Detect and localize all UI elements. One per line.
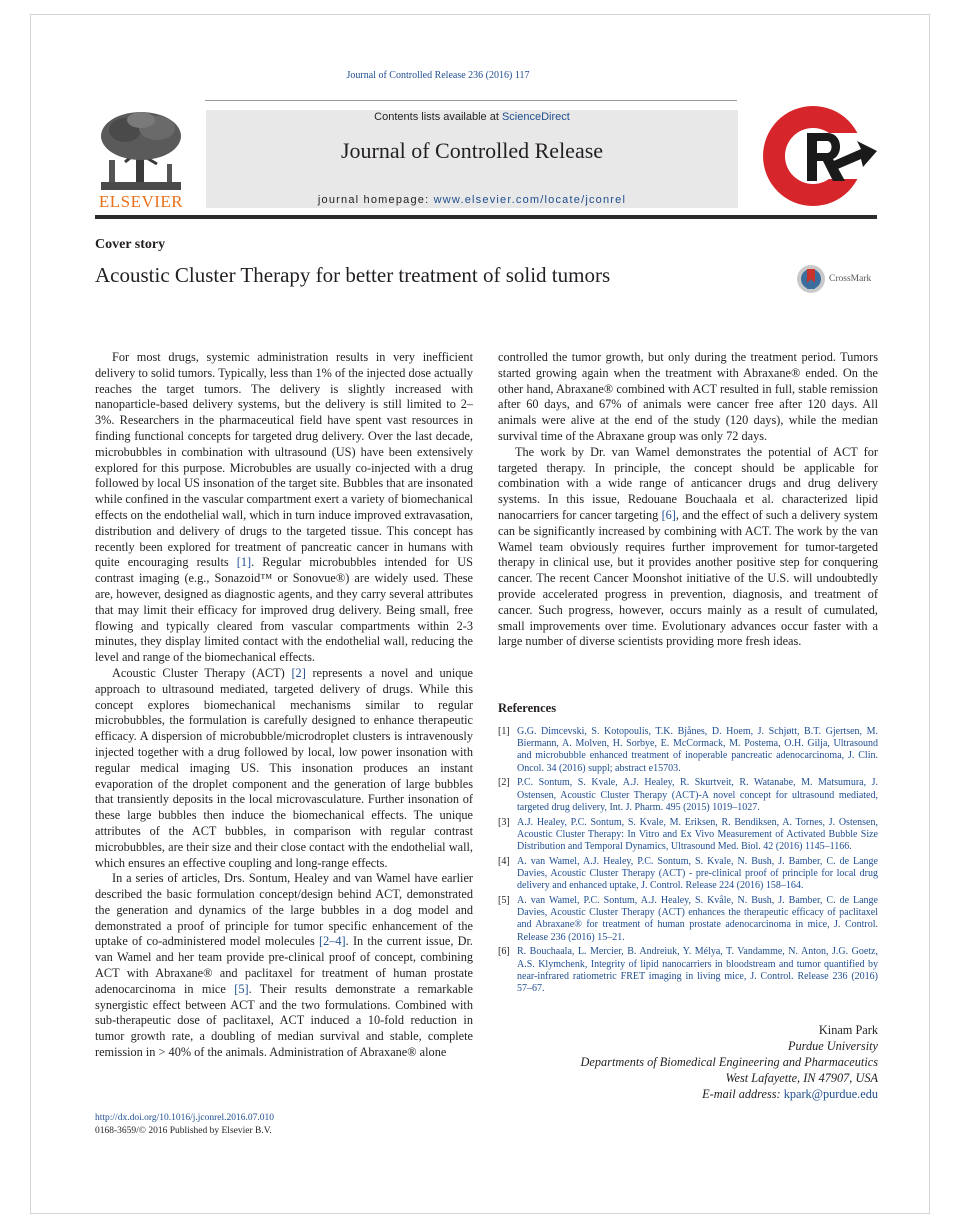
article-title: Acoustic Cluster Therapy for better treatment of solid tumors bbox=[95, 263, 611, 287]
reference-item[interactable] bbox=[498, 817, 878, 854]
p4-text-a: The work by Dr. van Wamel demonstrates the potential of ACT for targeted therapy. In principle, the concept should be applicable for combination with a wide range of anticancer drugs and drug delivery systems. In this issue, Redouane Bouchaala et al. characterized lipid nanocarriers for cancer targeting bbox=[498, 444, 878, 522]
reference-number: [4] bbox=[498, 855, 510, 867]
reference-number: [2] bbox=[498, 777, 510, 789]
citation-link[interactable]: [1] bbox=[236, 555, 252, 570]
reference-text[interactable]: P.C. Sontum, S. Kvale, A.J. Healey, R. Skurtveit, R. Watanabe, M. Matsumura, J. Ostensen, Acoustic Cluster Therapy (ACT)-A novel concept for ultrasound mediated, targeted drug delivery, Int. J. Pharm. 495 (2015) 1019–1027. bbox=[517, 777, 878, 813]
reference-number: [5] bbox=[498, 895, 510, 907]
reference-text[interactable]: G.G. Dimcevski, S. Kotopoulis, T.K. Bjånes, D. Hoem, J. Schjøtt, B.T. Gjertsen, M. Biermann, A. Molven, H. Sorbye, E. McCormack, M. Postema, O.H. Gilja, Ultrasound and microbubble enhanced treatment of inoperable pancreatic adenocarcinoma, J. Clin. Oncol. 34 (2016) suppl; abstract e15703. bbox=[517, 726, 878, 774]
references-list bbox=[498, 726, 878, 998]
reference-text[interactable]: A. van Wamel, A.J. Healey, P.C. Sontum, S. Kvale, N. Bush, J. Bamber, C. de Lange Davies, Acoustic Cluster Therapy (ACT) - pre-clinical proof of principle for local drug delivery and enhanced uptake, J. Control. Release 224 (2016) 158–164. bbox=[517, 855, 878, 892]
reference-item[interactable] bbox=[498, 726, 878, 775]
email-label: E-mail address: bbox=[702, 1087, 784, 1101]
paragraph-3-continued bbox=[498, 350, 878, 445]
p2-text-b: represents a novel and unique approach to ultrasound mediated, targeted delivery of drugs. While this concept explores biomechanical mechanisms similar to regular microbubbles, the formulation is carefully designed to enhance therapeutic efficacy. A dispersion of microbubble/microdroplet clusters is intravenously injected together with a drug followed by local, low power insonation with regular medical imaging US. This insonation produces an instant evaporation of the droplet component and the generation of large bubbles that transiently deposits in the local microvasculature. Further insonation of these large bubbles then induce the biomechanical effects. The unique attributes of the ACT bubbles, in comparison with regular contrast microbubbles, are their size and their close contact with the endothelial wall, which ensures an effective coupling and long-range effects. bbox=[95, 665, 473, 870]
paragraph-2 bbox=[95, 666, 473, 871]
journal-homepage bbox=[206, 194, 738, 206]
reference-number: [1] bbox=[498, 726, 510, 737]
reference-item[interactable] bbox=[498, 777, 878, 814]
doi-link[interactable]: http://dx.doi.org/10.1016/j.jconrel.2016.07.010 bbox=[95, 1113, 274, 1123]
elsevier-wordmark: ELSEVIER bbox=[98, 192, 184, 211]
header-thick-rule bbox=[95, 215, 877, 219]
citation-link[interactable]: [2–4] bbox=[319, 934, 346, 949]
reference-text[interactable]: A.J. Healey, P.C. Sontum, S. Kvale, M. Eriksen, R. Bendiksen, A. Tornes, J. Ostensen, Acoustic Cluster Therapy: In Vitro and Ex Vivo Measurement of Activated Bubble Size Distribution and Temporal Dynamics, Ultrasound Med. Biol. 42 (2016) 1145–1166. bbox=[517, 816, 878, 853]
reference-text[interactable]: R. Bouchaala, L. Mercier, B. Andreiuk, Y. Mélya, T. Vandamme, N. Anton, J.G. Goetz, A.S. Klymchenk, Integrity of lipid nanocarriers in bloodstream and tumor quantified by near-infrared ratiometric FRET imaging in living mice, J. Control. Release 236 (2016) 57–67. bbox=[517, 946, 878, 995]
citation-link[interactable]: [6] bbox=[661, 507, 676, 522]
footer bbox=[95, 1112, 274, 1138]
contents-line bbox=[206, 111, 738, 123]
sciencedirect-link[interactable]: ScienceDirect bbox=[501, 111, 570, 123]
journal-title: Journal of Controlled Release bbox=[340, 138, 604, 163]
paragraph-3 bbox=[95, 871, 473, 1061]
contents-prefix: Contents lists available at bbox=[374, 111, 502, 123]
p1-text-a: For most drugs, systemic administration results in very inefficient delivery to solid tumors. Typically, less than 1% of the injected dose actually reaches the target tumors. The delivery is slightly increased with nanoparticle-based delivery systems, but the delivery is still limited to 2–3%. Researchers in the pharmaceutical field have spent vast resources in finding functional concepts for targeted drug delivery. Over the last decade, microbubbles in combination with ultrasound (US) have been extensively explored for this purpose. Microbubles are usually co-injected with a drug followed by local US insonation of the target site. Bubbles that are insonated while confined in the vascular compartment exert a variety of biomechanical effects on the endothelial wall, which in turn induce improved extravasation, distribution and delivery of drugs to the targeted tissue. This concept has recently been explored for treatment of pancreatic cancer in humans with quite encouraging results bbox=[95, 350, 473, 570]
citation-link[interactable]: [2] bbox=[291, 665, 306, 680]
p3-text-a: In a series of articles, Drs. Sontum, Healey and van Wamel have earlier described the basic formulation concept/design behind ACT, demonstrated the generation and dynamics of the large bubbles in a dog model and demonstrated a proof of principle for tumor specific enhancement of the uptake of co-administered model molecules bbox=[95, 871, 473, 949]
header-divider bbox=[205, 100, 737, 101]
p4-text-b: , and the effect of such a delivery system can be significantly increased by combining with ACT. The work by the van Wamel team obviously requires further improvement for tumor-targeted therapy in clinical use, but it provides another positive step for conquering cancer. The recent Cancer Moonshot initiative of the U.S. will undoubtedly provide accelerated progress in prevention, diagnosis, and treatment of cancer. Such progress, however, occurs mainly as a result of cumulated, small improvements over time. Evolutionary advances occur faster with a large number of diverse scientists providing more fresh ideas. bbox=[498, 507, 878, 649]
journal-citation[interactable]: Journal of Controlled Release 236 (2016) 117 bbox=[346, 70, 530, 81]
p3-text-c: . Their results demonstrate a remarkable synergistic effect between ACT and the two formulations. Combined with sub-therapeutic dose of paclitaxel, ACT induced a 10-fold reduction in tumor growth rate, a doubling of median survival and stable, complete remission in > 40% of the animals. Administration of Abraxane® alone bbox=[95, 981, 473, 1060]
section-label: Cover story bbox=[95, 237, 166, 252]
copyright-line: 0168-3659/© 2016 Published by Elsevier B.V. bbox=[95, 1126, 272, 1136]
body-column-left bbox=[95, 350, 473, 1061]
reference-item[interactable] bbox=[498, 946, 878, 995]
controlled-release-logo-icon bbox=[757, 103, 879, 209]
author-department: Departments of Biomedical Engineering and Pharmaceutics bbox=[580, 1055, 878, 1069]
homepage-prefix: journal homepage: bbox=[317, 194, 434, 206]
reference-text[interactable]: A. van Wamel, P.C. Sontum, A.J. Healey, S. Kvåle, N. Bush, J. Bamber, C. de Lange Davies, Acoustic Cluster Therapy (ACT) enhances the therapeutic efficacy of paclitaxel and Abraxane® for treatment of human prostate adenocarcinoma in mice, J. Control. Release 236 (2016) 15–21. bbox=[517, 895, 878, 943]
p1-text-b: . Regular microbubbles intended for US contrast imaging (e.g., Sonazoid™ or Sonovue®) are widely used. These are, however, designed as diagnostic agents, and they carry several attributes that may limit their efficacy for improved drug delivery. Being small, free flowing and typically cleared from vascular compartments within 2-3 minutes, they display limited contact with the endothelial wall, reducing the level and range of the biomechanical effects. bbox=[95, 555, 473, 665]
author-location: West Lafayette, IN 47907, USA bbox=[725, 1071, 878, 1085]
p3-text-continued: controlled the tumor growth, but only during the treatment period. Tumors started growing again when the treatment with Abraxane® ended. On the other hand, Abraxane® combined with ACT resulted in full, stable remission after 60 days, and 67% of animals were cancer free after 120 days. All animals were alive at the end of the study (120 days), while the median survival time of the Abraxane group was only 72 days. bbox=[498, 350, 878, 443]
paragraph-4 bbox=[498, 445, 878, 650]
reference-number: [3] bbox=[498, 816, 510, 828]
author-institution: Purdue University bbox=[787, 1039, 878, 1053]
crossmark-label[interactable]: CrossMark bbox=[829, 274, 872, 284]
p3-text-b: . In the current issue, Dr. van Wamel and her team provide pre-clinical proof of concept, combining ACT with Abraxane® and paclitaxel for treatment of human prostate adenocarcinoma in mice bbox=[95, 934, 473, 996]
author-block bbox=[540, 1022, 878, 1102]
author-email-link[interactable]: kpark@purdue.edu bbox=[783, 1087, 878, 1101]
journal-header-box bbox=[206, 110, 738, 208]
author-name: Kinam Park bbox=[818, 1023, 878, 1037]
reference-item[interactable] bbox=[498, 895, 878, 944]
paragraph-1 bbox=[95, 350, 473, 666]
author-email-line bbox=[540, 1086, 878, 1102]
citation-link[interactable]: [5] bbox=[234, 981, 249, 996]
references-heading: References bbox=[498, 701, 557, 715]
homepage-link[interactable]: www.elsevier.com/locate/jconrel bbox=[433, 194, 627, 206]
reference-number: [6] bbox=[498, 946, 510, 958]
reference-item[interactable] bbox=[498, 856, 878, 893]
p2-text-a: Acoustic Cluster Therapy (ACT) bbox=[112, 665, 292, 680]
